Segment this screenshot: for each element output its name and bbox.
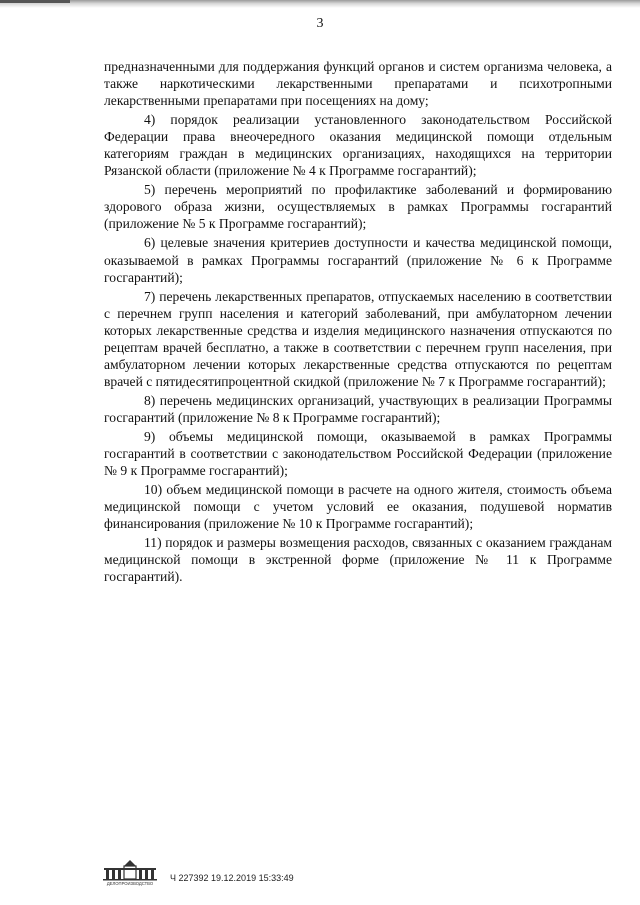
document-footer: [102, 856, 522, 890]
paragraph-item-6: 6) целевые значения критериев доступности и качества медицинской помощи, оказываемой в рамках Программы госгарантий (приложение № 6 к Программе госгарантий);: [104, 235, 612, 285]
paragraph-continuation: предназначенными для поддержания функций органов и систем организма человека, а также наркотическими лекарственными препаратами и психотропными лекарственными препаратами при посещениях на дому;: [104, 59, 612, 109]
paragraph-item-4: 4) порядок реализации установленного законодательством Российской Федерации права внеочередного оказания медицинской помощи отдельным категориям граждан в медицинских организациях, находящихся на территории Рязанской области (приложение № 4 к Программе госгарантий);: [104, 112, 612, 179]
registration-stamp: Ч 227392 19.12.2019 15:33:49: [170, 873, 294, 883]
paragraph-item-5: 5) перечень мероприятий по профилактике заболеваний и формированию здорового образа жизни, осуществляемых в рамках Программы госгарантий (приложение № 5 к Программе госгарантий);: [104, 182, 612, 232]
scan-top-edge: [0, 0, 640, 8]
registry-logo: [102, 856, 158, 886]
paragraph-item-7: 7) перечень лекарственных препаратов, отпускаемых населению в соответствии с перечнем групп населения и категорий заболеваний, при амбулаторном лечении которых лекарственные средства и изделия медицинского назначения отпускаются по рецептам врачей бесплатно, а также в соответствии с перечнем групп населения, при амбулаторном лечении которых лекарственные средства отпускаются по рецептам врачей с пятидесятипроцентной скидкой (приложение № 7 к Программе госгарантий);: [104, 288, 612, 389]
paragraph-item-11: 11) порядок и размеры возмещения расходов, связанных с оказанием гражданам медицинской помощи в экстренной форме (приложение № 11 к Программе госгарантий).: [104, 535, 612, 585]
document-body: [104, 58, 612, 587]
paragraph-item-9: 9) объемы медицинской помощи, оказываемой в рамках Программы госгарантий в соответствии с законодательством Российской Федерации (приложение № 9 к Программе госгарантий);: [104, 428, 612, 479]
paragraph-item-10: 10) объем медицинской помощи в расчете на одного жителя, стоимость объема медицинской помощи с учетом условий ее оказания, подушевой норматив финансирования (приложение № 10 к Программе госгарантий);: [104, 482, 612, 532]
page-number: 3: [316, 16, 324, 31]
paragraph-item-8: 8) перечень медицинских организаций, участвующих в реализации Программы госгарантий (приложение № 8 к Программе госгарантий);: [104, 392, 612, 425]
svg-text:ДЕЛОПРОИЗВОДСТВО: ДЕЛОПРОИЗВОДСТВО: [106, 881, 154, 886]
scan-corner-mark: [0, 0, 70, 3]
